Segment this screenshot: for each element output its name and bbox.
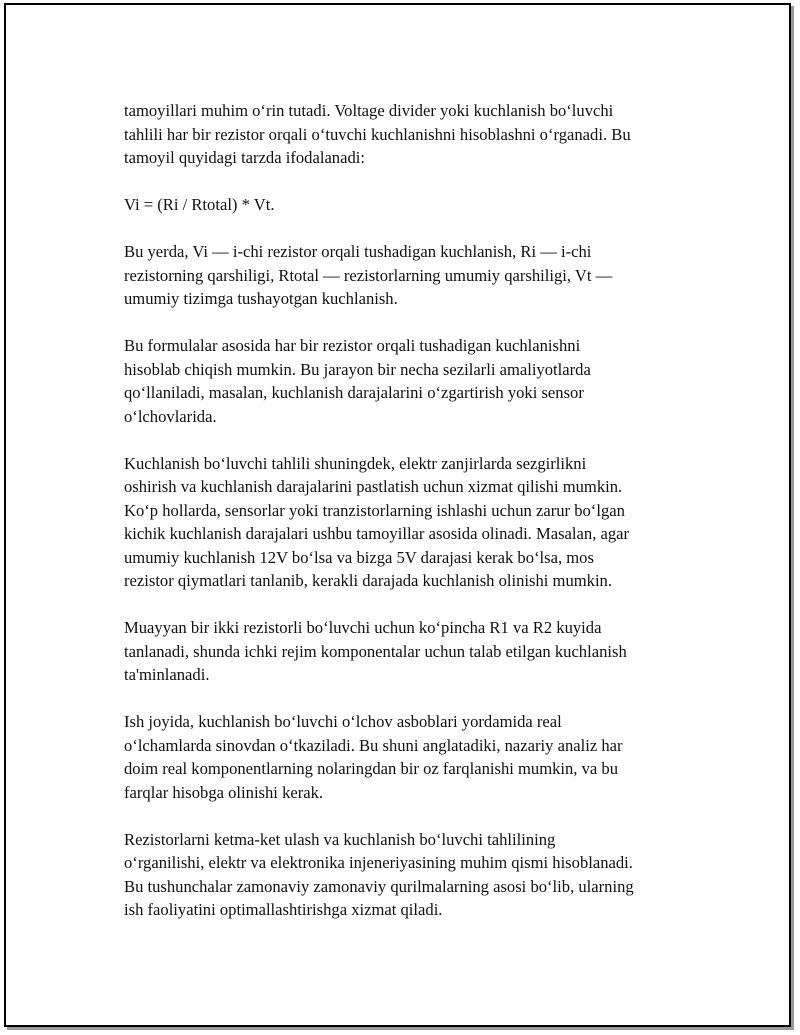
text-line: qo‘llaniladi, masalan, kuchlanish darajalarini o‘zgartirish yoki sensor — [124, 383, 584, 402]
text-line: tahlili har bir rezistor orqali o‘tuvchi kuchlanishni hisoblashni o‘rganadi. Bu — [124, 124, 631, 144]
text-line: o‘rganilishi, elektr va elektronika injeneriyasining muhim qismi hisoblanadi. — [124, 853, 633, 872]
paragraph — [124, 334, 696, 428]
text-line: Bu formulalar asosida har bir rezistor orqali tushadigan kuchlanishni — [124, 336, 581, 355]
text-line: umumiy kuchlanish 12V bo‘lsa va bizga 5V darajasi kerak bo‘lsa, mos — [124, 547, 594, 567]
text-line: Bu tushunchalar zamonaviy zamonaviy qurilmalarning asosi bo‘lib, ularning — [124, 876, 634, 896]
text-line: doim real komponentlarning nolaringdan bir oz farqlanishi mumkin, va bu — [124, 759, 619, 778]
document-body — [124, 99, 696, 945]
paragraph — [124, 828, 696, 922]
text-line: tamoyillari muhim o‘rin tutadi. Voltage divider yoki kuchlanish bo‘luvchi — [124, 101, 614, 120]
text-line: Vi = (Ri / Rtotal) * Vt. — [124, 195, 275, 214]
text-line: Muayyan bir ikki rezistorli bo‘luvchi uchun ko‘pincha R1 va R2 kuyida — [124, 618, 602, 637]
text-line: umumiy tizimga tushayotgan kuchlanish. — [124, 289, 398, 308]
text-line: o‘lchamlarda sinovdan o‘tkaziladi. Bu shuni anglatadiki, nazariy analiz har — [124, 735, 623, 755]
text-line: ish faoliyatini optimallashtirishga xizmat qiladi. — [124, 900, 443, 919]
text-line: rezistorning qarshiligi, Rtotal — rezistorlarning umumiy qarshiligi, Vt — — [124, 265, 613, 285]
text-line: tanlanadi, shunda ichki rejim komponentalar uchun talab etilgan kuchlanish — [124, 641, 627, 661]
paragraph — [124, 710, 696, 804]
paragraph — [124, 193, 696, 217]
text-line: tamoyil quyidagi tarzda ifodalanadi: — [124, 148, 365, 167]
paragraph — [124, 240, 696, 311]
document-page — [4, 3, 791, 1027]
paragraph — [124, 452, 696, 593]
text-line: Bu yerda, Vi — i-chi rezistor orqali tushadigan kuchlanish, Ri — i-chi — [124, 242, 592, 261]
text-line: oshirish va kuchlanish darajalarini pastlatish uchun xizmat qilishi mumkin. — [124, 477, 623, 496]
text-line: rezistor qiymatlari tanlanib, kerakli darajada kuchlanish olinishi mumkin. — [124, 571, 613, 590]
text-line: Rezistorlarni ketma-ket ulash va kuchlanish bo‘luvchi tahlilining — [124, 829, 556, 849]
paragraph — [124, 616, 696, 687]
text-line: Ko‘p hollarda, sensorlar yoki tranzistorlarning ishlashi uchun zarur bo‘lgan — [124, 500, 625, 520]
text-line: Ish joyida, kuchlanish bo‘luvchi o‘lchov asboblari yordamida real — [124, 712, 562, 731]
text-line: kichik kuchlanish darajalari ushbu tamoyillar asosida olinadi. Masalan, agar — [124, 524, 630, 543]
text-line: ta'minlanadi. — [124, 665, 210, 684]
text-line: farqlar hisobga olinishi kerak. — [124, 782, 324, 802]
text-line: Kuchlanish bo‘luvchi tahlili shuningdek, elektr zanjirlarda sezgirlikni — [124, 453, 587, 473]
text-line: o‘lchovlarida. — [124, 406, 217, 426]
paragraph — [124, 99, 696, 170]
text-line: hisoblab chiqish mumkin. Bu jarayon bir necha sezilarli amaliyotlarda — [124, 359, 591, 379]
